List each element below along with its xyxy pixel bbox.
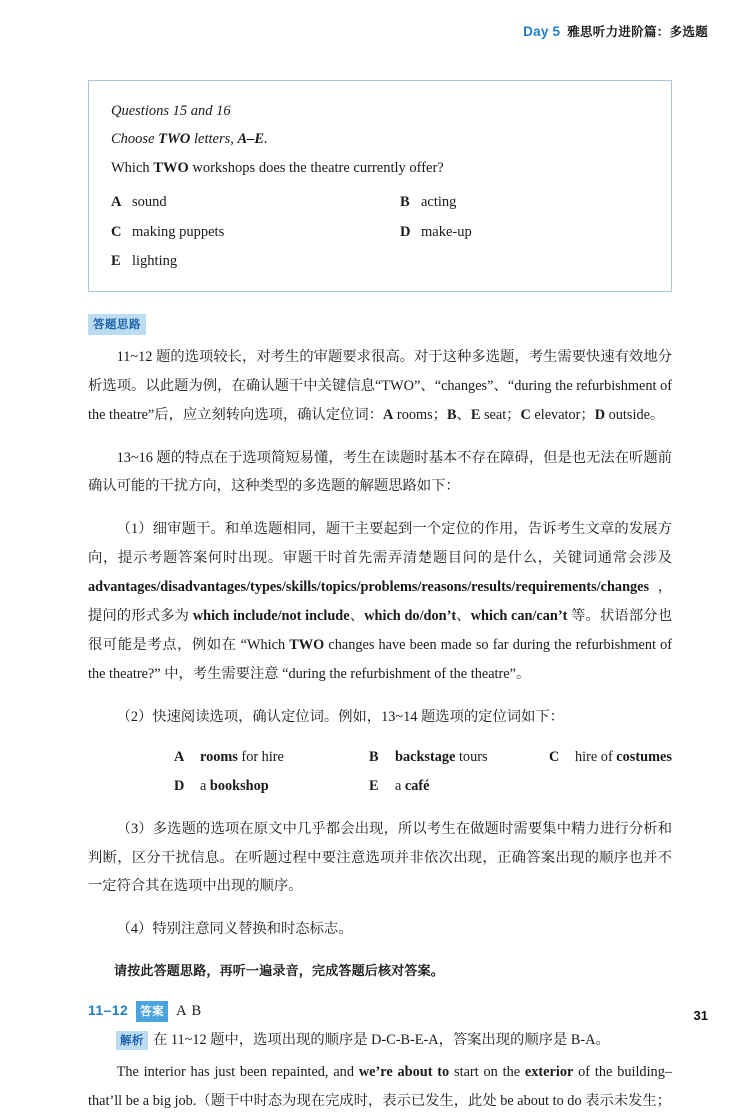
locator-pre: a [395,778,405,795]
instruction-range: A–E [237,131,265,148]
locator-option-letter: E [369,778,379,795]
para1-quote-during: “during the refurbishment of the theatre” [88,377,673,423]
instruction-prefix: Choose [111,131,159,148]
locator-options-list [88,743,672,800]
step1-sep-2: 、 [456,607,471,624]
locator-letter-a: A [383,406,394,423]
step1-part-d: changes have been made so far during the refurbishment of the theatre?” 中，考生需要注意 “during the refurbishment of the theatre”。 [88,636,672,682]
answer-value: A B [176,1003,203,1020]
question-options [111,188,649,277]
locator-text-d: outside。 [605,406,665,423]
para1-sep-2: 、 [493,377,508,394]
locator-option-row [88,772,672,801]
option-letter: A [111,193,122,210]
locator-letter-e: E [470,406,481,423]
strategy-section-label: 答题思路 [88,314,146,335]
stem-prefix: Which [111,159,154,176]
instruction-mid: letters, [190,131,238,148]
option-row [111,218,649,248]
step1-two-emphasis: TWO [289,636,325,653]
step1-part-b: ，提问的形式多为 [88,579,672,624]
para1-sep-1: 、 [420,377,435,394]
header-chapter-title: 雅思听力进阶篇：多选题 [567,24,708,39]
locator-keyword: bookshop [209,778,269,795]
explanation-badge: 解析 [116,1031,148,1050]
locator-letter-d: D [594,406,606,423]
step1-part-c: 等。状语部分也很可能是考点，例如在 “Which [88,607,673,653]
step1-pattern-can: which can/can’t [470,607,568,624]
locator-text-a: rooms； [393,406,447,423]
option-d [400,218,472,248]
locator-keyword: rooms [200,749,238,766]
locator-keyword: backstage [395,749,456,766]
transcript-part-a: The interior has just been repainted, and [116,1064,359,1081]
locator-keyword: costumes [616,749,672,766]
option-letter: B [400,193,410,210]
strategy-step-2: （2）快速阅读选项，确认定位词。例如，13~14 题选项的定位词如下： [116,708,564,725]
locator-option-a [174,743,369,772]
locator-option-label [200,772,269,801]
transcript-part-b: start on the [449,1064,525,1081]
option-letter: C [111,223,122,240]
step1-pattern-include: which include/not include [192,607,350,624]
step1-keyword-list: advantages/disadvantages/types/skills/topics/problems/reasons/results/requirements/changes [88,579,650,596]
header-day-label: Day 5 [523,24,561,39]
locator-option-b [369,743,549,772]
strategy-emphasis-note: 请按此答题思路，再听一遍录音，完成答题后核对答案。 [114,964,445,980]
option-row [111,188,649,218]
answer-header [88,1001,672,1022]
option-b [400,188,456,218]
locator-sep-b: 、 [456,406,471,423]
question-box [88,80,672,292]
explanation-text: 在 11~12 题中，选项出现的顺序是 D-C-B-E-A，答案出现的顺序是 B-A。 [153,1032,610,1049]
transcript-excerpt [88,1058,672,1116]
locator-letter-b: B [446,406,457,423]
locator-option-label [395,772,430,801]
strategy-paragraph-2: 13~16 题的特点在于选项简短易懂，考生在读题时基本不存在障碍，但是也无法在听题前确认可能的干扰方向，这种类型的多选题的解题思路如下： [88,449,672,495]
page-header [523,22,708,40]
strategy-step-3: （3）多选题的选项在原文中几乎都会出现，所以考生在做题时需要集中精力进行分析和判断，区分干扰信息。在听题过程中要注意选项并非依次出现，正确答案出现的顺序也并不一定符合其在选项中出现的顺序。 [88,820,672,895]
option-letter: E [111,253,121,270]
option-e [111,247,400,277]
transcript-bold-about-to: we’re about to [358,1064,450,1081]
step1-pattern-do: which do/don’t [364,607,457,624]
strategy-step-4: （4）特别注意同义替换和时态标志。 [116,921,353,938]
choose-instruction [111,125,649,153]
stem-suffix: workshops does the theatre currently offer? [188,159,444,176]
step1-part-a: （1）细审题干。和单选题相同，题干主要起到一个定位的作用，告诉考生文章的发展方向，提示考题答案何时出现。审题干时首先需弄清楚题目问的是什么，关键词通常会涉及 [88,521,672,567]
answer-explanation [88,1026,672,1055]
strategy-step-1 [88,515,672,688]
answer-badge: 答案 [136,1001,168,1022]
para1-part-a: 11~12 题的选项较长，对考生的审题要求很高。对于这种多选题，考生需要快速有效地分析选项。以此题为例，在确认题干中关键信息 [88,348,672,394]
option-label: make-up [421,223,472,240]
locator-option-label [395,743,488,772]
para1-quote-two: “TWO” [375,377,421,394]
option-label: acting [421,193,457,210]
option-label: lighting [132,253,178,270]
page-content [88,80,672,1119]
questions-heading: Questions 15 and 16 [111,103,231,119]
locator-option-letter: D [174,778,185,795]
option-label: making puppets [132,223,225,240]
instruction-two: TWO [158,131,191,148]
locator-post: tours [455,749,488,766]
stem-two: TWO [153,159,189,176]
locator-option-label [575,743,672,772]
locator-option-d [174,772,369,801]
strategy-paragraph-1 [88,343,672,430]
locator-post: for hire [237,749,284,766]
question-stem [111,154,649,182]
option-label: sound [132,193,167,210]
option-letter: D [400,223,411,240]
option-row [111,247,649,277]
page-number: 31 [693,1008,708,1023]
locator-option-letter: A [174,749,185,766]
para1-part-b: 后，应立刻转向选项，确认定位词： [154,406,384,423]
locator-pre: a [200,778,210,795]
locator-letter-c: C [520,406,531,423]
transcript-bold-exterior: exterior [524,1064,574,1081]
option-a [111,188,400,218]
locator-keyword: café [404,778,430,795]
locator-option-letter: C [549,749,560,766]
answer-question-range: 11–12 [88,1002,129,1019]
locator-text-c: elevator； [530,406,595,423]
para1-quote-changes: “changes” [434,377,494,394]
locator-option-e [369,772,549,801]
step1-sep-1: 、 [349,607,365,624]
locator-option-row [88,743,672,772]
locator-option-c [549,743,672,772]
instruction-suffix: . [264,131,268,148]
transcript-part-c: of the building–that’ll be a big job.（题干中时态为现在完成时，表示已发生，此处 be about to do 表示未发生； [88,1064,672,1109]
locator-text-e: seat； [480,406,521,423]
locator-option-letter: B [369,749,379,766]
locator-pre: hire of [575,749,617,766]
locator-option-label [200,743,284,772]
option-c [111,218,400,248]
